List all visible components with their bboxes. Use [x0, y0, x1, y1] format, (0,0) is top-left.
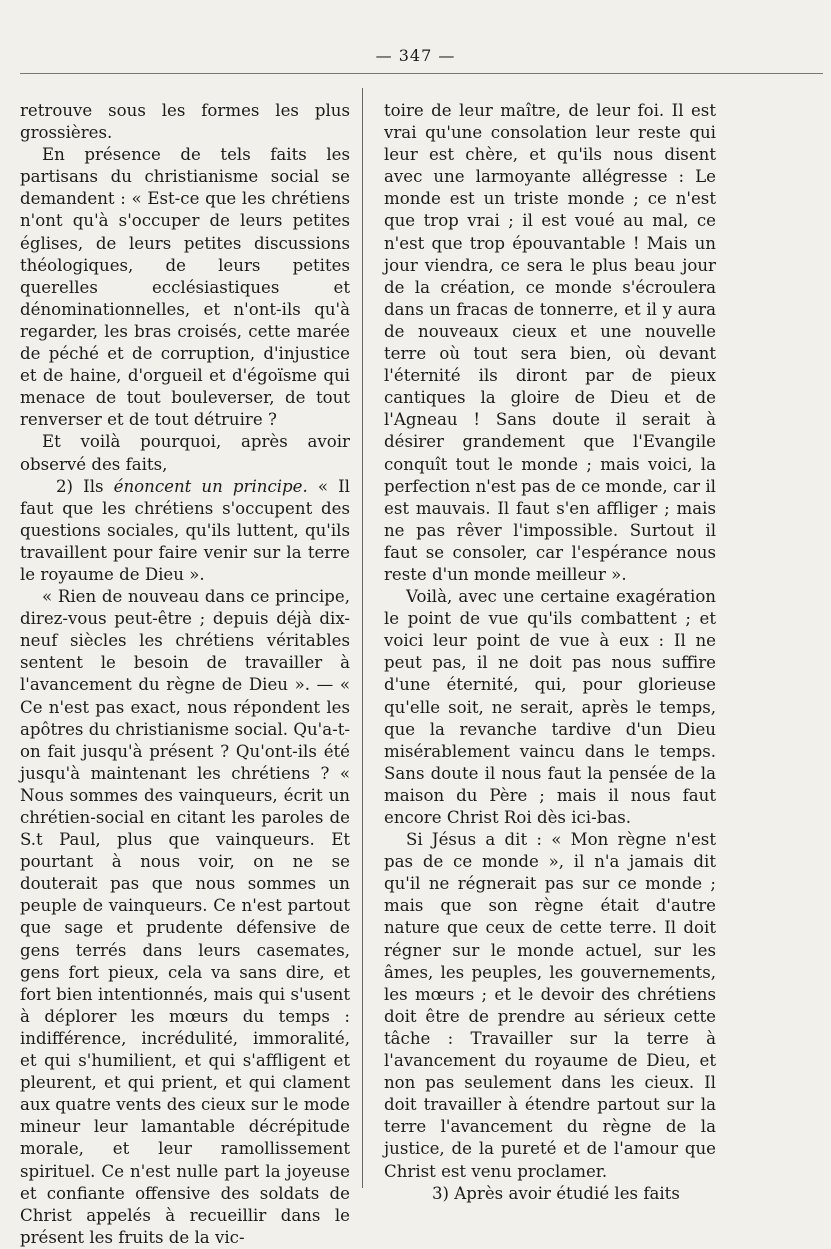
right-column [384, 100, 716, 1205]
paragraph: 3) Après avoir étudié les faits [432, 1183, 680, 1203]
paragraph: toire de leur maître, de leur foi. Il est vrai qu'une consolation leur reste qui leur est chère, et qu'ils nous disent avec une larmoyante allégresse : Le monde est un triste monde ; ce n'est que trop vrai ; il est voué au mal, ce n'est que trop épouvantable ! Mais un jour viendra, ce sera le plus beau jour de la création, ce monde s'écroulera dans un fracas de tonnerre, et il y aura de nouveaux cieux et une nouvelle terre où tout sera bien, où devant l'éternité ils diront par de pieux cantiques la gloire de Dieu et de l'Agneau ! Sans doute il serait à désirer grandement que l'Evangile conquît tout le monde ; mais voici, la perfection n'est pas de ce monde, car il est mauvais. Il faut s'en affliger ; mais ne pas rêver l'impossible. Surtout il faut se consoler, car l'espérance nous reste d'un monde meilleur ». [384, 101, 716, 584]
paragraph-number: 2) [56, 476, 74, 496]
page-number: — 347 — [375, 46, 456, 65]
paragraph: Si Jésus a dit : « Mon règne n'est pas de ce monde », il n'a jamais dit qu'il ne régnerait pas sur ce monde ; mais que son règne était d'autre nature que ceux de cette terre. Il doit régner sur le monde actuel, sur les âmes, les peuples, les gouvernements, les mœurs ; et le devoir des chrétiens doit être de prendre au sérieux cette tâche : Travailler sur la terre à l'avancement du royaume de Dieu, et non pas seulement dans les cieux. Il doit travailler à étendre partout sur la terre l'avancement du règne de la justice, de la pureté et de l'amour que Christ est venu proclamer. [384, 830, 716, 1181]
paragraph-lead: Ils [83, 476, 104, 496]
column-divider [362, 88, 363, 1188]
emphasis-text: énoncent un principe. [113, 476, 308, 496]
paragraph: « Rien de nouveau dans ce principe, direz-vous peut-être ; depuis déjà dix-neuf siècles les chrétiens véritables sentent le besoin de travailler à l'avancement du règne de Dieu ». — « Ce n'est pas exact, nous répondent les apôtres du christianisme social. Qu'a-t-on fait jusqu'à présent ? Qu'ont-ils été jusqu'à maintenant les chrétiens ? « Nous sommes des vainqueurs, écrit un chrétien-social en citant les paroles de S.t Paul, plus que vainqueurs. Et pourtant à nous voir, on ne se douterait pas que nous sommes un peuple de vainqueurs. Ce n'est partout que sage et prudente défensive de gens terrés dans leurs casemates, gens fort pieux, cela va sans dire, et fort bien intentionnés, mais qui s'usent à déplorer les mœurs du temps : indifférence, incrédulité, immoralité, et qui s'humilient, et qui s'affligent et pleurent, et qui prient, et qui clament aux quatre vents des cieux sur le mode mineur leur lamantable décrépitude morale, et leur ramollissement spirituel. Ce n'est nulle part la joyeuse et confiante offensive des soldats de Christ appelés à recueillir dans le présent les fruits de la vic- [20, 587, 350, 1247]
paragraph: retrouve sous les formes les plus grossières. [20, 101, 350, 143]
paragraph [20, 476, 350, 586]
paragraph: Voilà, avec une certaine exagération le point de vue qu'ils combattent ; et voici leur point de vue à eux : Il ne peut pas, il ne doit pas nous suffire d'une éternité, qui, pour glorieuse qu'elle soit, ne serait, après le temps, que la revanche tardive d'un Dieu misérablement vaincu dans le temps. Sans doute il nous faut la pensée de la maison du Père ; mais il nous faut encore Christ Roi dès ici-bas. [384, 587, 716, 827]
paragraph: Et voilà pourquoi, après avoir observé des faits, [20, 432, 350, 474]
paragraph-text: « Il faut que les chrétiens s'occupent des questions sociales, qu'ils luttent, qu'ils travaillent pour faire venir sur la terre le royaume de Dieu ». [20, 476, 350, 584]
left-column [20, 100, 350, 1249]
header-rule [20, 73, 823, 74]
paragraph: En présence de tels faits les partisans du christianisme social se demandent : « Est-ce que les chrétiens n'ont qu'à s'occuper de leurs petites églises, de leurs petites discussions théologiques, de leurs petites querelles ecclésiastiques et dénominationnelles, et n'ont-ils qu'à regarder, les bras croisés, cette marée de péché et de corruption, d'injustice et de haine, d'orgueil et d'égoïsme qui menace de tout bouleverser, de tout renverser et de tout détruire ? [20, 145, 350, 430]
